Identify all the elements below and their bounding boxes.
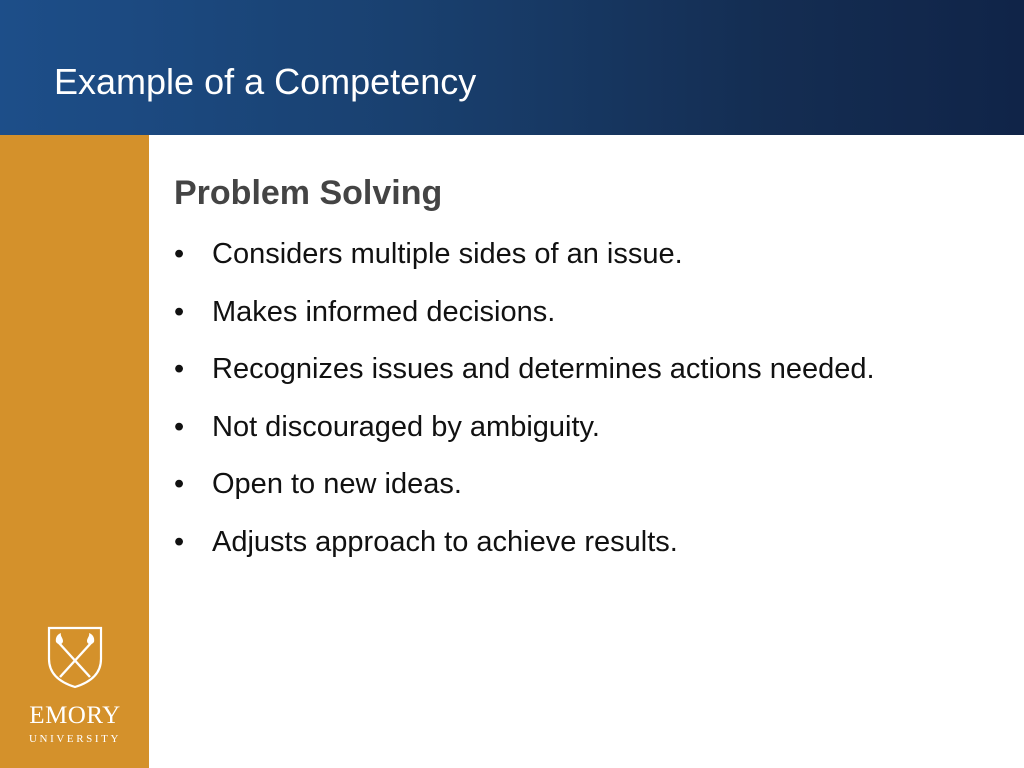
emory-shield-icon <box>46 625 104 689</box>
list-item-text: Considers multiple sides of an issue. <box>212 238 683 270</box>
list-item-text: Open to new ideas. <box>212 468 462 500</box>
competency-list <box>170 234 890 579</box>
list-item <box>170 234 890 274</box>
bullet-icon: • <box>174 525 185 558</box>
list-item-text: Not discouraged by ambiguity. <box>212 410 600 443</box>
slide-title: Example of a Competency <box>54 61 477 102</box>
list-item <box>170 292 890 332</box>
bullet-icon: • <box>174 353 185 385</box>
title-bar <box>0 0 1024 135</box>
list-item-text: Adjusts approach to achieve results. <box>212 525 678 558</box>
logo-wordmark: EMORY <box>29 702 121 729</box>
bullet-icon: • <box>174 410 185 443</box>
gold-sidebar <box>0 135 149 768</box>
list-item-text: Makes informed decisions. <box>212 295 556 328</box>
logo-subtitle: UNIVERSITY <box>29 733 121 745</box>
list-item-text: Recognizes issues and determines actions needed. <box>212 353 875 385</box>
bullet-icon: • <box>174 238 185 270</box>
list-item <box>170 522 890 562</box>
competency-heading: Problem Solving <box>174 174 443 212</box>
bullet-icon: • <box>174 295 185 328</box>
list-item <box>170 349 890 389</box>
bullet-icon: • <box>174 468 185 500</box>
list-item <box>170 464 890 504</box>
list-item <box>170 407 890 447</box>
